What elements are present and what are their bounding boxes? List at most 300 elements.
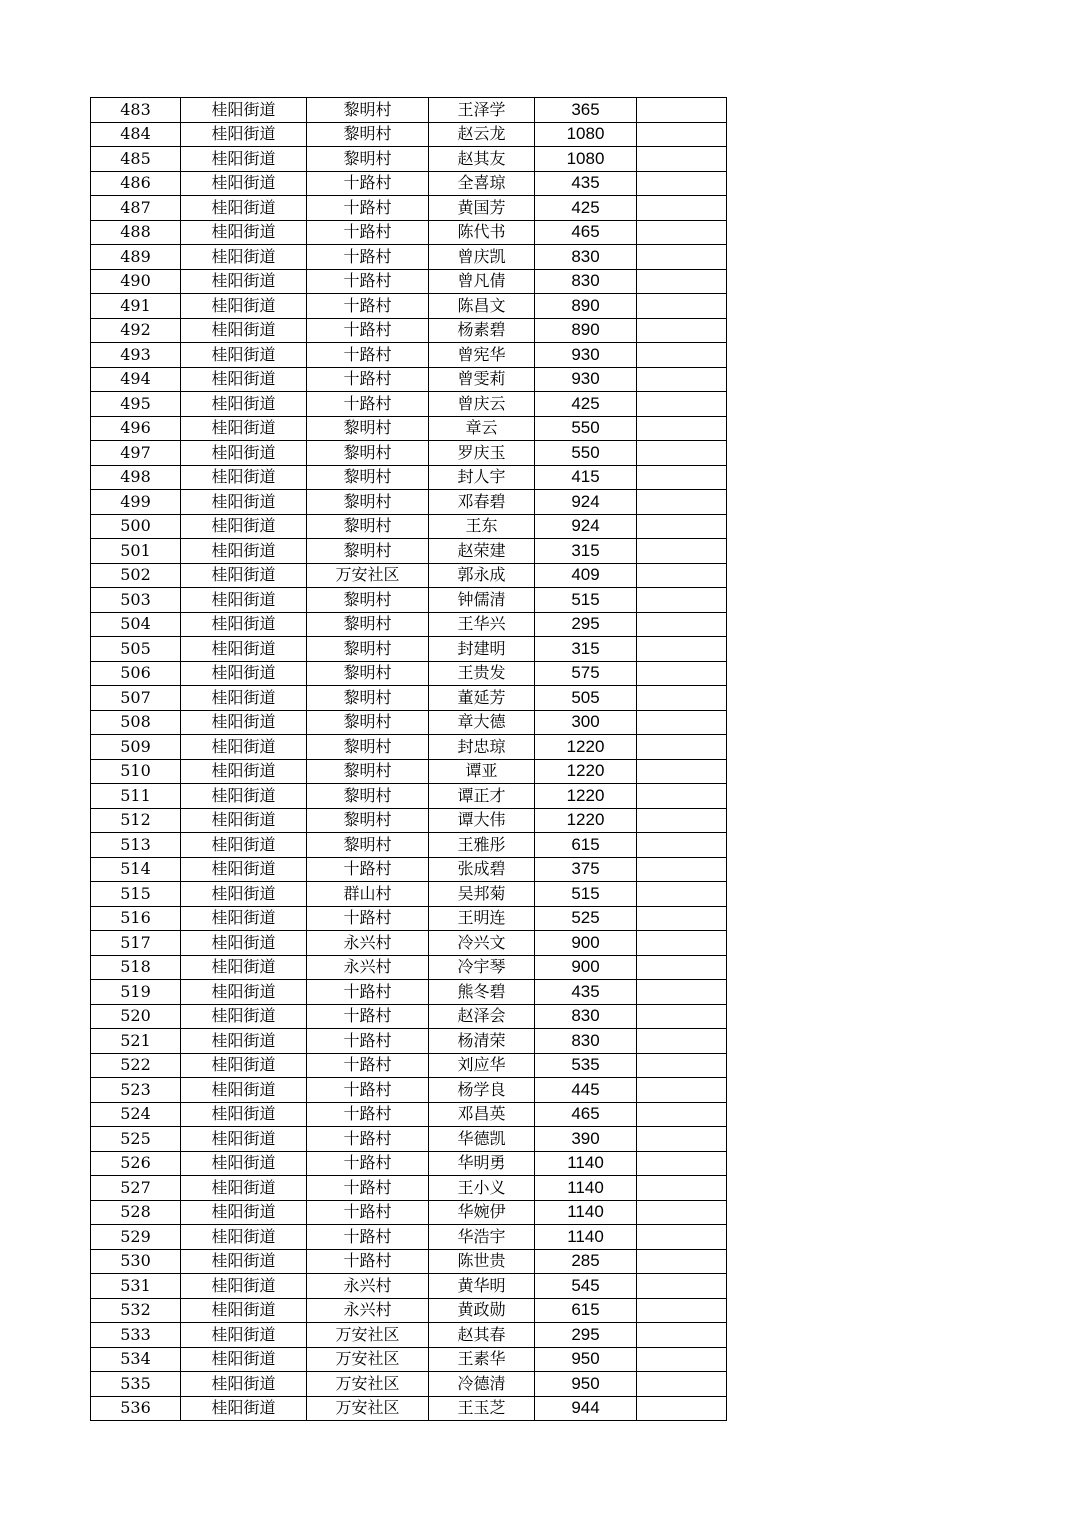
row-number-cell: 513 [91, 833, 181, 858]
table-row [91, 1396, 727, 1421]
table-row [91, 931, 727, 956]
street-cell: 桂阳街道 [181, 245, 307, 270]
amount-cell: 550 [535, 441, 637, 466]
row-number-cell: 495 [91, 392, 181, 417]
name-cell: 吴邦菊 [429, 882, 535, 907]
name-cell: 赵泽会 [429, 1004, 535, 1029]
name-cell: 曾雯莉 [429, 367, 535, 392]
name-cell: 黄国芳 [429, 196, 535, 221]
village-cell: 黎明村 [307, 539, 429, 564]
village-cell: 十路村 [307, 1102, 429, 1127]
table-row [91, 1274, 727, 1299]
name-cell: 董延芳 [429, 686, 535, 711]
street-cell: 桂阳街道 [181, 196, 307, 221]
table-body [91, 98, 727, 1421]
street-cell: 桂阳街道 [181, 1372, 307, 1397]
remark-cell [637, 808, 727, 833]
remark-cell [637, 269, 727, 294]
remark-cell [637, 1249, 727, 1274]
village-cell: 永兴村 [307, 955, 429, 980]
name-cell: 赵云龙 [429, 122, 535, 147]
row-number-cell: 499 [91, 490, 181, 515]
village-cell: 黎明村 [307, 441, 429, 466]
table-row [91, 612, 727, 637]
table-row [91, 318, 727, 343]
street-cell: 桂阳街道 [181, 318, 307, 343]
village-cell: 黎明村 [307, 808, 429, 833]
street-cell: 桂阳街道 [181, 514, 307, 539]
remark-cell [637, 710, 727, 735]
amount-cell: 550 [535, 416, 637, 441]
row-number-cell: 502 [91, 563, 181, 588]
row-number-cell: 508 [91, 710, 181, 735]
street-cell: 桂阳街道 [181, 465, 307, 490]
remark-cell [637, 1176, 727, 1201]
village-cell: 黎明村 [307, 833, 429, 858]
amount-cell: 1140 [535, 1151, 637, 1176]
street-cell: 桂阳街道 [181, 1127, 307, 1152]
remark-cell [637, 1102, 727, 1127]
village-cell: 十路村 [307, 980, 429, 1005]
row-number-cell: 515 [91, 882, 181, 907]
amount-cell: 1080 [535, 122, 637, 147]
street-cell: 桂阳街道 [181, 1004, 307, 1029]
table-row [91, 1029, 727, 1054]
table-row [91, 857, 727, 882]
remark-cell [637, 147, 727, 172]
village-cell: 万安社区 [307, 563, 429, 588]
remark-cell [637, 1225, 727, 1250]
street-cell: 桂阳街道 [181, 1298, 307, 1323]
name-cell: 冷兴文 [429, 931, 535, 956]
row-number-cell: 517 [91, 931, 181, 956]
street-cell: 桂阳街道 [181, 1347, 307, 1372]
table-row [91, 759, 727, 784]
street-cell: 桂阳街道 [181, 269, 307, 294]
amount-cell: 890 [535, 318, 637, 343]
table-row [91, 514, 727, 539]
remark-cell [637, 931, 727, 956]
name-cell: 封忠琼 [429, 735, 535, 760]
remark-cell [637, 612, 727, 637]
name-cell: 张成碧 [429, 857, 535, 882]
name-cell: 王贵发 [429, 661, 535, 686]
row-number-cell: 531 [91, 1274, 181, 1299]
name-cell: 谭亚 [429, 759, 535, 784]
row-number-cell: 492 [91, 318, 181, 343]
village-cell: 黎明村 [307, 661, 429, 686]
name-cell: 王明连 [429, 906, 535, 931]
row-number-cell: 503 [91, 588, 181, 613]
row-number-cell: 498 [91, 465, 181, 490]
table-row [91, 294, 727, 319]
remark-cell [637, 318, 727, 343]
remark-cell [637, 1200, 727, 1225]
row-number-cell: 491 [91, 294, 181, 319]
village-cell: 十路村 [307, 1078, 429, 1103]
row-number-cell: 485 [91, 147, 181, 172]
remark-cell [637, 1053, 727, 1078]
row-number-cell: 516 [91, 906, 181, 931]
name-cell: 谭大伟 [429, 808, 535, 833]
village-cell: 黎明村 [307, 686, 429, 711]
remark-cell [637, 416, 727, 441]
name-cell: 章云 [429, 416, 535, 441]
table-row [91, 1225, 727, 1250]
remark-cell [637, 637, 727, 662]
remark-cell [637, 1127, 727, 1152]
row-number-cell: 494 [91, 367, 181, 392]
village-cell: 黎明村 [307, 759, 429, 784]
row-number-cell: 525 [91, 1127, 181, 1152]
row-number-cell: 505 [91, 637, 181, 662]
amount-cell: 900 [535, 931, 637, 956]
name-cell: 邓春碧 [429, 490, 535, 515]
name-cell: 曾庆凯 [429, 245, 535, 270]
street-cell: 桂阳街道 [181, 1396, 307, 1421]
amount-cell: 295 [535, 612, 637, 637]
name-cell: 王东 [429, 514, 535, 539]
amount-cell: 425 [535, 392, 637, 417]
remark-cell [637, 245, 727, 270]
remark-cell [637, 759, 727, 784]
amount-cell: 505 [535, 686, 637, 711]
village-cell: 黎明村 [307, 588, 429, 613]
street-cell: 桂阳街道 [181, 1078, 307, 1103]
street-cell: 桂阳街道 [181, 980, 307, 1005]
remark-cell [637, 661, 727, 686]
village-cell: 黎明村 [307, 416, 429, 441]
name-cell: 封人宇 [429, 465, 535, 490]
table-row [91, 1102, 727, 1127]
table-row [91, 735, 727, 760]
street-cell: 桂阳街道 [181, 343, 307, 368]
amount-cell: 315 [535, 539, 637, 564]
table-row [91, 196, 727, 221]
name-cell: 华浩宇 [429, 1225, 535, 1250]
table-row [91, 245, 727, 270]
village-cell: 十路村 [307, 1200, 429, 1225]
village-cell: 十路村 [307, 245, 429, 270]
amount-cell: 924 [535, 490, 637, 515]
remark-cell [637, 514, 727, 539]
table-row [91, 833, 727, 858]
table-row [91, 637, 727, 662]
amount-cell: 615 [535, 1298, 637, 1323]
remark-cell [637, 392, 727, 417]
amount-cell: 615 [535, 833, 637, 858]
name-cell: 王素华 [429, 1347, 535, 1372]
village-cell: 十路村 [307, 196, 429, 221]
row-number-cell: 496 [91, 416, 181, 441]
village-cell: 黎明村 [307, 612, 429, 637]
name-cell: 刘应华 [429, 1053, 535, 1078]
row-number-cell: 530 [91, 1249, 181, 1274]
village-cell: 万安社区 [307, 1372, 429, 1397]
amount-cell: 900 [535, 955, 637, 980]
row-number-cell: 518 [91, 955, 181, 980]
village-cell: 十路村 [307, 343, 429, 368]
amount-cell: 515 [535, 588, 637, 613]
village-cell: 十路村 [307, 367, 429, 392]
remark-cell [637, 367, 727, 392]
remark-cell [637, 784, 727, 809]
amount-cell: 575 [535, 661, 637, 686]
name-cell: 杨素碧 [429, 318, 535, 343]
name-cell: 曾宪华 [429, 343, 535, 368]
street-cell: 桂阳街道 [181, 1102, 307, 1127]
name-cell: 罗庆玉 [429, 441, 535, 466]
remark-cell [637, 1004, 727, 1029]
village-cell: 十路村 [307, 1053, 429, 1078]
street-cell: 桂阳街道 [181, 661, 307, 686]
data-table [90, 97, 727, 1421]
street-cell: 桂阳街道 [181, 220, 307, 245]
row-number-cell: 501 [91, 539, 181, 564]
village-cell: 群山村 [307, 882, 429, 907]
row-number-cell: 488 [91, 220, 181, 245]
amount-cell: 950 [535, 1372, 637, 1397]
remark-cell [637, 1347, 727, 1372]
street-cell: 桂阳街道 [181, 1029, 307, 1054]
street-cell: 桂阳街道 [181, 735, 307, 760]
amount-cell: 1220 [535, 808, 637, 833]
table-row [91, 269, 727, 294]
table-row [91, 563, 727, 588]
street-cell: 桂阳街道 [181, 490, 307, 515]
table-row [91, 1053, 727, 1078]
village-cell: 黎明村 [307, 514, 429, 539]
remark-cell [637, 857, 727, 882]
table-row [91, 490, 727, 515]
name-cell: 华德凯 [429, 1127, 535, 1152]
row-number-cell: 522 [91, 1053, 181, 1078]
table-row [91, 1298, 727, 1323]
street-cell: 桂阳街道 [181, 1200, 307, 1225]
name-cell: 华明勇 [429, 1151, 535, 1176]
amount-cell: 930 [535, 343, 637, 368]
table-row [91, 220, 727, 245]
village-cell: 十路村 [307, 906, 429, 931]
table-row [91, 661, 727, 686]
remark-cell [637, 196, 727, 221]
remark-cell [637, 735, 727, 760]
table-row [91, 343, 727, 368]
table-row [91, 980, 727, 1005]
row-number-cell: 506 [91, 661, 181, 686]
street-cell: 桂阳街道 [181, 588, 307, 613]
village-cell: 十路村 [307, 220, 429, 245]
row-number-cell: 483 [91, 98, 181, 123]
table-row [91, 1078, 727, 1103]
name-cell: 杨清荣 [429, 1029, 535, 1054]
village-cell: 永兴村 [307, 931, 429, 956]
amount-cell: 944 [535, 1396, 637, 1421]
table-row [91, 955, 727, 980]
village-cell: 黎明村 [307, 465, 429, 490]
remark-cell [637, 490, 727, 515]
row-number-cell: 528 [91, 1200, 181, 1225]
remark-cell [637, 343, 727, 368]
remark-cell [637, 906, 727, 931]
amount-cell: 409 [535, 563, 637, 588]
table-row [91, 147, 727, 172]
amount-cell: 545 [535, 1274, 637, 1299]
street-cell: 桂阳街道 [181, 563, 307, 588]
table-row [91, 1200, 727, 1225]
name-cell: 曾庆云 [429, 392, 535, 417]
amount-cell: 365 [535, 98, 637, 123]
street-cell: 桂阳街道 [181, 1176, 307, 1201]
table-row [91, 392, 727, 417]
street-cell: 桂阳街道 [181, 1249, 307, 1274]
row-number-cell: 527 [91, 1176, 181, 1201]
table-row [91, 1004, 727, 1029]
remark-cell [637, 882, 727, 907]
remark-cell [637, 1298, 727, 1323]
village-cell: 十路村 [307, 171, 429, 196]
name-cell: 冷德清 [429, 1372, 535, 1397]
row-number-cell: 532 [91, 1298, 181, 1323]
amount-cell: 830 [535, 1029, 637, 1054]
amount-cell: 890 [535, 294, 637, 319]
row-number-cell: 523 [91, 1078, 181, 1103]
street-cell: 桂阳街道 [181, 392, 307, 417]
amount-cell: 435 [535, 980, 637, 1005]
amount-cell: 515 [535, 882, 637, 907]
row-number-cell: 507 [91, 686, 181, 711]
table-row [91, 1323, 727, 1348]
street-cell: 桂阳街道 [181, 122, 307, 147]
remark-cell [637, 1372, 727, 1397]
table-row [91, 710, 727, 735]
village-cell: 永兴村 [307, 1274, 429, 1299]
table-row [91, 1176, 727, 1201]
name-cell: 王玉芝 [429, 1396, 535, 1421]
row-number-cell: 534 [91, 1347, 181, 1372]
street-cell: 桂阳街道 [181, 759, 307, 784]
village-cell: 黎明村 [307, 637, 429, 662]
amount-cell: 1080 [535, 147, 637, 172]
table-row [91, 1249, 727, 1274]
street-cell: 桂阳街道 [181, 98, 307, 123]
village-cell: 十路村 [307, 1004, 429, 1029]
name-cell: 冷宇琴 [429, 955, 535, 980]
row-number-cell: 486 [91, 171, 181, 196]
remark-cell [637, 122, 727, 147]
remark-cell [637, 1029, 727, 1054]
name-cell: 曾凡倩 [429, 269, 535, 294]
row-number-cell: 520 [91, 1004, 181, 1029]
name-cell: 王雅彤 [429, 833, 535, 858]
street-cell: 桂阳街道 [181, 1225, 307, 1250]
row-number-cell: 497 [91, 441, 181, 466]
street-cell: 桂阳街道 [181, 1151, 307, 1176]
row-number-cell: 519 [91, 980, 181, 1005]
table-row [91, 441, 727, 466]
remark-cell [637, 1078, 727, 1103]
table-row [91, 1347, 727, 1372]
amount-cell: 300 [535, 710, 637, 735]
name-cell: 郭永成 [429, 563, 535, 588]
name-cell: 全喜琼 [429, 171, 535, 196]
street-cell: 桂阳街道 [181, 1053, 307, 1078]
remark-cell [637, 563, 727, 588]
amount-cell: 465 [535, 220, 637, 245]
amount-cell: 315 [535, 637, 637, 662]
amount-cell: 445 [535, 1078, 637, 1103]
village-cell: 黎明村 [307, 98, 429, 123]
table-row [91, 367, 727, 392]
amount-cell: 1140 [535, 1176, 637, 1201]
village-cell: 永兴村 [307, 1298, 429, 1323]
row-number-cell: 536 [91, 1396, 181, 1421]
table-row [91, 906, 727, 931]
remark-cell [637, 465, 727, 490]
table-row [91, 808, 727, 833]
name-cell: 赵荣建 [429, 539, 535, 564]
table-row [91, 465, 727, 490]
village-cell: 万安社区 [307, 1347, 429, 1372]
table-row [91, 784, 727, 809]
row-number-cell: 504 [91, 612, 181, 637]
street-cell: 桂阳街道 [181, 612, 307, 637]
street-cell: 桂阳街道 [181, 147, 307, 172]
amount-cell: 830 [535, 1004, 637, 1029]
street-cell: 桂阳街道 [181, 808, 307, 833]
street-cell: 桂阳街道 [181, 1323, 307, 1348]
village-cell: 黎明村 [307, 735, 429, 760]
name-cell: 黄政勋 [429, 1298, 535, 1323]
name-cell: 熊冬碧 [429, 980, 535, 1005]
name-cell: 王华兴 [429, 612, 535, 637]
village-cell: 十路村 [307, 392, 429, 417]
amount-cell: 1220 [535, 759, 637, 784]
amount-cell: 415 [535, 465, 637, 490]
village-cell: 黎明村 [307, 784, 429, 809]
table-row [91, 1372, 727, 1397]
table-row [91, 588, 727, 613]
amount-cell: 535 [535, 1053, 637, 1078]
row-number-cell: 484 [91, 122, 181, 147]
name-cell: 赵其春 [429, 1323, 535, 1348]
street-cell: 桂阳街道 [181, 294, 307, 319]
street-cell: 桂阳街道 [181, 539, 307, 564]
street-cell: 桂阳街道 [181, 882, 307, 907]
name-cell: 陈昌文 [429, 294, 535, 319]
amount-cell: 1140 [535, 1225, 637, 1250]
remark-cell [637, 980, 727, 1005]
remark-cell [637, 686, 727, 711]
amount-cell: 830 [535, 245, 637, 270]
street-cell: 桂阳街道 [181, 710, 307, 735]
table-row [91, 122, 727, 147]
amount-cell: 1140 [535, 1200, 637, 1225]
remark-cell [637, 1274, 727, 1299]
row-number-cell: 500 [91, 514, 181, 539]
name-cell: 陈代书 [429, 220, 535, 245]
amount-cell: 390 [535, 1127, 637, 1152]
row-number-cell: 511 [91, 784, 181, 809]
amount-cell: 924 [535, 514, 637, 539]
street-cell: 桂阳街道 [181, 441, 307, 466]
name-cell: 王小义 [429, 1176, 535, 1201]
village-cell: 十路村 [307, 269, 429, 294]
village-cell: 十路村 [307, 857, 429, 882]
street-cell: 桂阳街道 [181, 857, 307, 882]
remark-cell [637, 98, 727, 123]
name-cell: 黄华明 [429, 1274, 535, 1299]
